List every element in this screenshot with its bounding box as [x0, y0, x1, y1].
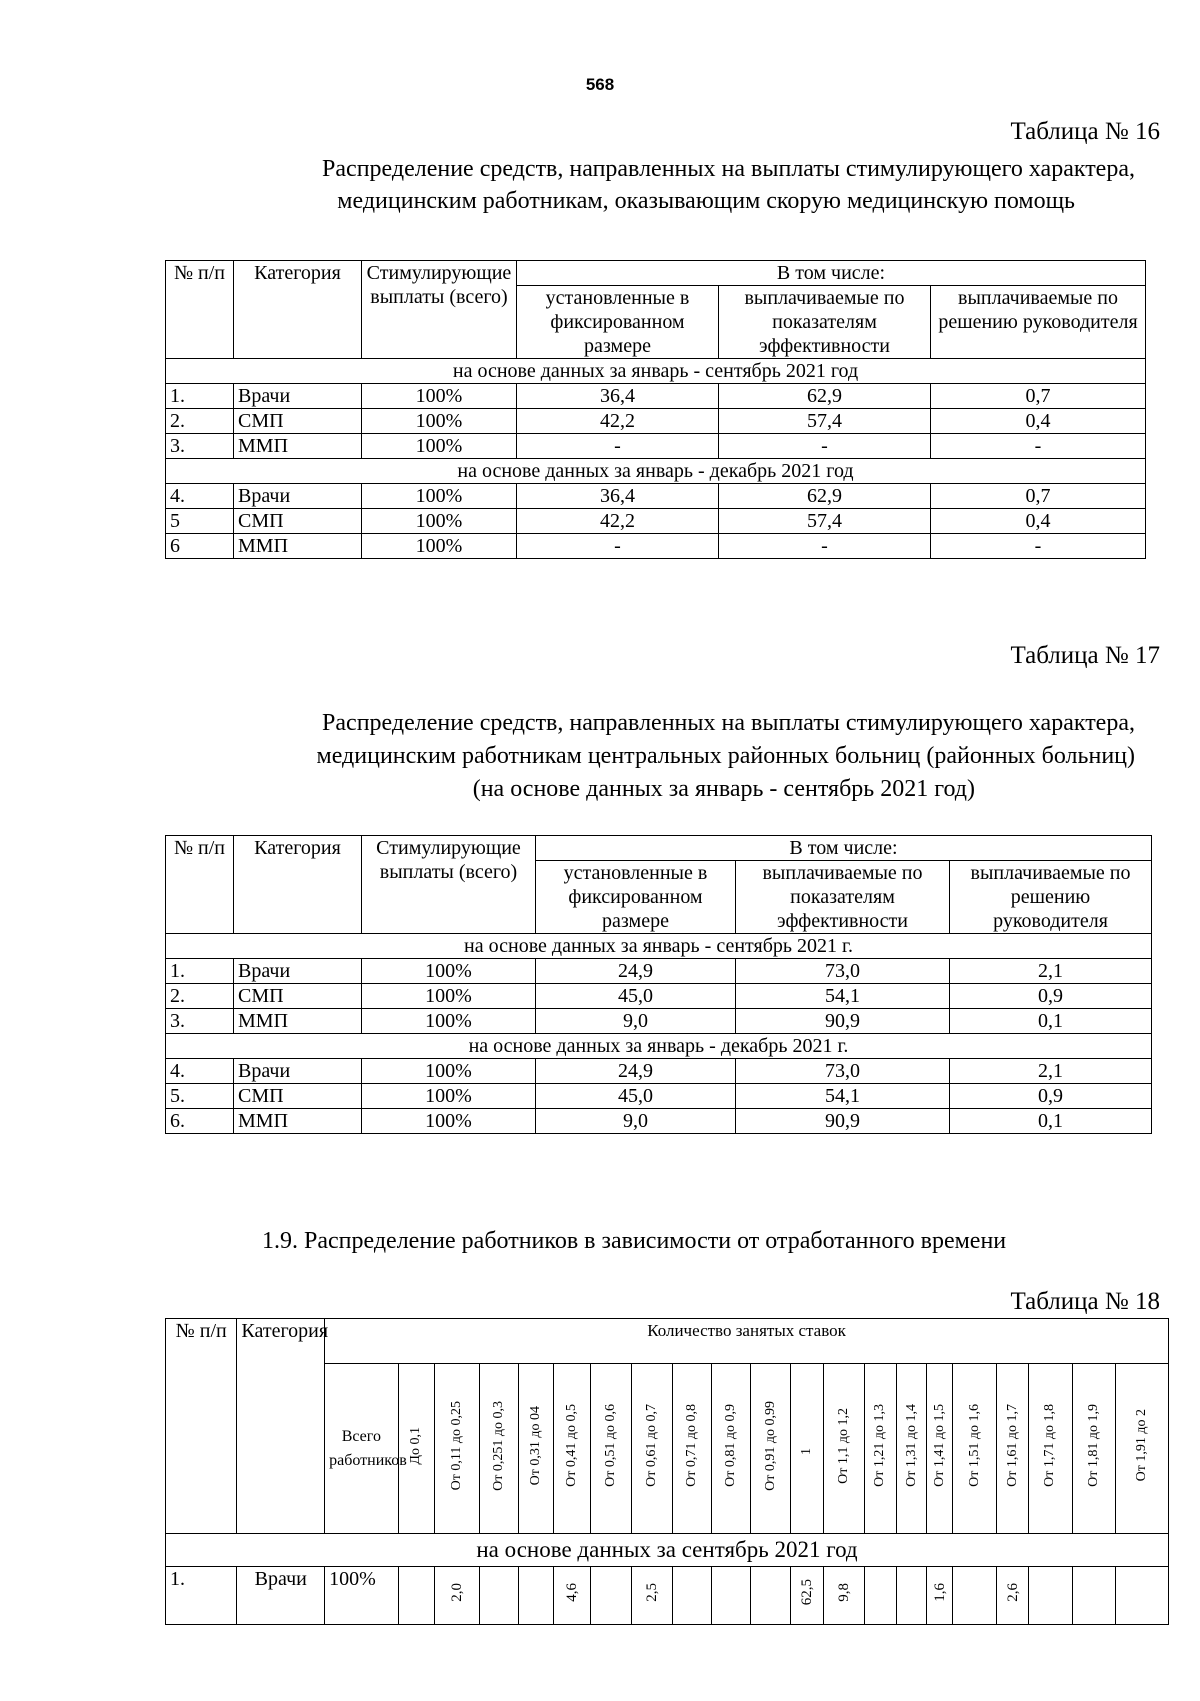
table-row — [166, 534, 1146, 559]
cell-head: 0,9 — [950, 984, 1152, 1009]
cell-efficiency: 57,4 — [719, 509, 931, 534]
cell-num: 1. — [166, 959, 234, 984]
cell-efficiency: 54,1 — [736, 984, 950, 1009]
section-row: на основе данных за январь - сентябрь 2021 год — [166, 359, 1146, 384]
table17-title-line1: Распределение средств, направленных на выплаты стимулирующего характера, — [322, 710, 1135, 736]
header-total: Стимулирующие выплаты (всего) — [362, 836, 536, 934]
cell-total: 100% — [362, 434, 517, 459]
cell-fixed: 9,0 — [536, 1109, 736, 1134]
cell-fixed: 42,2 — [517, 409, 719, 434]
cell-value — [1115, 1567, 1169, 1625]
cell-head: 2,1 — [950, 1059, 1152, 1084]
cell-num: 1. — [166, 1567, 237, 1625]
cell-total: 100% — [362, 509, 517, 534]
table-row — [166, 1109, 1152, 1134]
cell-num: 1. — [166, 384, 234, 409]
table-row — [166, 1567, 1169, 1625]
cell-efficiency: - — [719, 534, 931, 559]
cell-head: 2,1 — [950, 959, 1152, 984]
cell-value — [480, 1567, 519, 1625]
cell-value: 4,6 — [553, 1567, 591, 1625]
cell-category: Врачи — [237, 1567, 325, 1625]
cell-category: ММП — [234, 434, 362, 459]
range-header: От 1,91 до 2 — [1115, 1364, 1169, 1534]
table-row — [166, 1084, 1152, 1109]
cell-total: 100% — [362, 1084, 536, 1109]
cell-efficiency: - — [719, 434, 931, 459]
cell-value — [864, 1567, 897, 1625]
range-header: От 0,41 до 0,5 — [553, 1364, 591, 1534]
cell-total: 100% — [362, 1009, 536, 1034]
header-category: Категория — [234, 836, 362, 934]
range-header: От 0,71 до 0,8 — [672, 1364, 711, 1534]
header-efficiency: выплачиваемые по показателям эффективности — [736, 861, 950, 934]
cell-fixed: 9,0 — [536, 1009, 736, 1034]
cell-category: СМП — [234, 409, 362, 434]
cell-num: 3. — [166, 1009, 234, 1034]
cell-total: 100% — [362, 384, 517, 409]
range-header: От 0,251 до 0,3 — [480, 1364, 519, 1534]
cell-value: 2,6 — [997, 1567, 1029, 1625]
cell-fixed: 24,9 — [536, 959, 736, 984]
section-1-9-heading: 1.9. Распределение работников в зависимости от отработанного времени — [262, 1228, 1007, 1254]
cell-fixed: - — [517, 534, 719, 559]
cell-head: 0,7 — [931, 484, 1146, 509]
cell-num: 5. — [166, 1084, 234, 1109]
cell-value — [518, 1567, 553, 1625]
range-header: От 0,91 до 0,99 — [751, 1364, 791, 1534]
table-row — [166, 1009, 1152, 1034]
range-header: От 1,81 до 1,9 — [1072, 1364, 1115, 1534]
cell-category: ММП — [234, 1009, 362, 1034]
header-num: № п/п — [166, 836, 234, 934]
header-total-workers: Всего работников — [325, 1364, 398, 1534]
range-header: От 0,31 до 04 — [518, 1364, 553, 1534]
range-header: От 0,81 до 0,9 — [711, 1364, 751, 1534]
range-header: 1 — [791, 1364, 824, 1534]
cell-fixed: 36,4 — [517, 484, 719, 509]
table-row — [166, 434, 1146, 459]
range-header: От 0,61 до 0,7 — [632, 1364, 673, 1534]
cell-value — [672, 1567, 711, 1625]
range-header: От 1,61 до 1,7 — [997, 1364, 1029, 1534]
cell-fixed: 36,4 — [517, 384, 719, 409]
cell-value: 2,0 — [435, 1567, 480, 1625]
header-head: выплачиваемые по решению руководителя — [950, 861, 1152, 934]
cell-category: СМП — [234, 509, 362, 534]
cell-fixed: 45,0 — [536, 1084, 736, 1109]
page-number: 568 — [585, 75, 615, 94]
header-head: выплачиваемые по решению руководителя — [931, 286, 1146, 359]
cell-category: Врачи — [234, 1059, 362, 1084]
table-row — [166, 384, 1146, 409]
cell-efficiency: 54,1 — [736, 1084, 950, 1109]
cell-total: 100% — [362, 409, 517, 434]
range-header: От 1,1 до 1,2 — [823, 1364, 864, 1534]
cell-head: 0,4 — [931, 509, 1146, 534]
cell-head: - — [931, 434, 1146, 459]
cell-total: 100% — [362, 534, 517, 559]
section-row: на основе данных за январь - декабрь 2021 г. — [166, 1034, 1152, 1059]
cell-total: 100% — [362, 1109, 536, 1134]
cell-num: 6 — [166, 534, 234, 559]
range-header: До 0,1 — [398, 1364, 435, 1534]
table17-title-line2: медицинским работникам центральных районных больниц (районных больниц) — [316, 743, 1135, 769]
range-header: От 1,71 до 1,8 — [1028, 1364, 1072, 1534]
header-including: В том числе: — [536, 836, 1152, 861]
cell-head: 0,4 — [931, 409, 1146, 434]
table18 — [165, 1318, 1169, 1625]
cell-efficiency: 90,9 — [736, 1009, 950, 1034]
table16-title-line2: медицинским работникам, оказывающим скорую медицинскую помощь — [337, 188, 1075, 214]
cell-efficiency: 57,4 — [719, 409, 931, 434]
table17 — [165, 835, 1152, 1134]
header-fixed: установленные в фиксированном размере — [517, 286, 719, 359]
table-row — [166, 959, 1152, 984]
cell-num: 2. — [166, 984, 234, 1009]
cell-value — [897, 1567, 927, 1625]
table-row — [166, 409, 1146, 434]
cell-head: - — [931, 534, 1146, 559]
cell-value: 62,5 — [791, 1567, 824, 1625]
cell-category: ММП — [234, 1109, 362, 1134]
cell-efficiency: 90,9 — [736, 1109, 950, 1134]
header-efficiency: выплачиваемые по показателям эффективности — [719, 286, 931, 359]
cell-total: 100% — [362, 1059, 536, 1084]
cell-total: 100% — [362, 484, 517, 509]
section-row: на основе данных за январь - декабрь 2021 год — [166, 459, 1146, 484]
range-header: От 1,51 до 1,6 — [953, 1364, 997, 1534]
cell-value — [398, 1567, 435, 1625]
cell-value: 2,5 — [632, 1567, 673, 1625]
range-header: От 0,11 до 0,25 — [435, 1364, 480, 1534]
cell-head: 0,1 — [950, 1009, 1152, 1034]
header-num: № п/п — [166, 261, 234, 359]
cell-total: 100% — [362, 984, 536, 1009]
cell-category: СМП — [234, 984, 362, 1009]
cell-efficiency: 73,0 — [736, 959, 950, 984]
cell-value — [591, 1567, 632, 1625]
cell-fixed: 45,0 — [536, 984, 736, 1009]
cell-category: Врачи — [234, 384, 362, 409]
header-category: Категория — [237, 1319, 325, 1534]
cell-num: 4. — [166, 484, 234, 509]
cell-value — [953, 1567, 997, 1625]
table-row — [166, 984, 1152, 1009]
cell-num: 4. — [166, 1059, 234, 1084]
cell-value — [711, 1567, 751, 1625]
header-category: Категория — [234, 261, 362, 359]
cell-fixed: - — [517, 434, 719, 459]
table-row — [166, 509, 1146, 534]
table16-label: Таблица № 16 — [1010, 118, 1160, 145]
cell-category: ММП — [234, 534, 362, 559]
cell-fixed: 24,9 — [536, 1059, 736, 1084]
cell-num: 5 — [166, 509, 234, 534]
table-row — [166, 1059, 1152, 1084]
range-header: От 1,21 до 1,3 — [864, 1364, 897, 1534]
cell-total: 100% — [362, 959, 536, 984]
cell-category: СМП — [234, 1084, 362, 1109]
cell-num: 6. — [166, 1109, 234, 1134]
section-row: на основе данных за сентябрь 2021 год — [166, 1534, 1169, 1567]
table17-title-line3: (на основе данных за январь - сентябрь 2021 год) — [472, 776, 975, 802]
cell-efficiency: 73,0 — [736, 1059, 950, 1084]
header-total: Стимулирующие выплаты (всего) — [362, 261, 517, 359]
header-num: № п/п — [166, 1319, 237, 1534]
range-header: От 1,41 до 1,5 — [926, 1364, 953, 1534]
table17-label: Таблица № 17 — [1010, 642, 1160, 669]
table18-label: Таблица № 18 — [1010, 1288, 1160, 1315]
range-header: От 0,51 до 0,6 — [591, 1364, 632, 1534]
cell-value: 9,8 — [823, 1567, 864, 1625]
table16 — [165, 260, 1146, 559]
cell-fixed: 42,2 — [517, 509, 719, 534]
cell-num: 2. — [166, 409, 234, 434]
cell-value: 1,6 — [926, 1567, 953, 1625]
header-including: В том числе: — [517, 261, 1146, 286]
cell-head: 0,9 — [950, 1084, 1152, 1109]
cell-value — [751, 1567, 791, 1625]
header-fixed: установленные в фиксированном размере — [536, 861, 736, 934]
cell-category: Врачи — [234, 484, 362, 509]
cell-category: Врачи — [234, 959, 362, 984]
cell-head: 0,1 — [950, 1109, 1152, 1134]
cell-head: 0,7 — [931, 384, 1146, 409]
cell-efficiency: 62,9 — [719, 484, 931, 509]
table-row — [166, 484, 1146, 509]
cell-value — [1072, 1567, 1115, 1625]
section-row: на основе данных за январь - сентябрь 2021 г. — [166, 934, 1152, 959]
cell-efficiency: 62,9 — [719, 384, 931, 409]
cell-num: 3. — [166, 434, 234, 459]
range-header: От 1,31 до 1,4 — [897, 1364, 927, 1534]
header-rates: Количество занятых ставок — [325, 1319, 1169, 1364]
table16-title-line1: Распределение средств, направленных на выплаты стимулирующего характера, — [322, 156, 1135, 182]
cell-value — [1028, 1567, 1072, 1625]
cell-total: 100% — [325, 1567, 398, 1625]
